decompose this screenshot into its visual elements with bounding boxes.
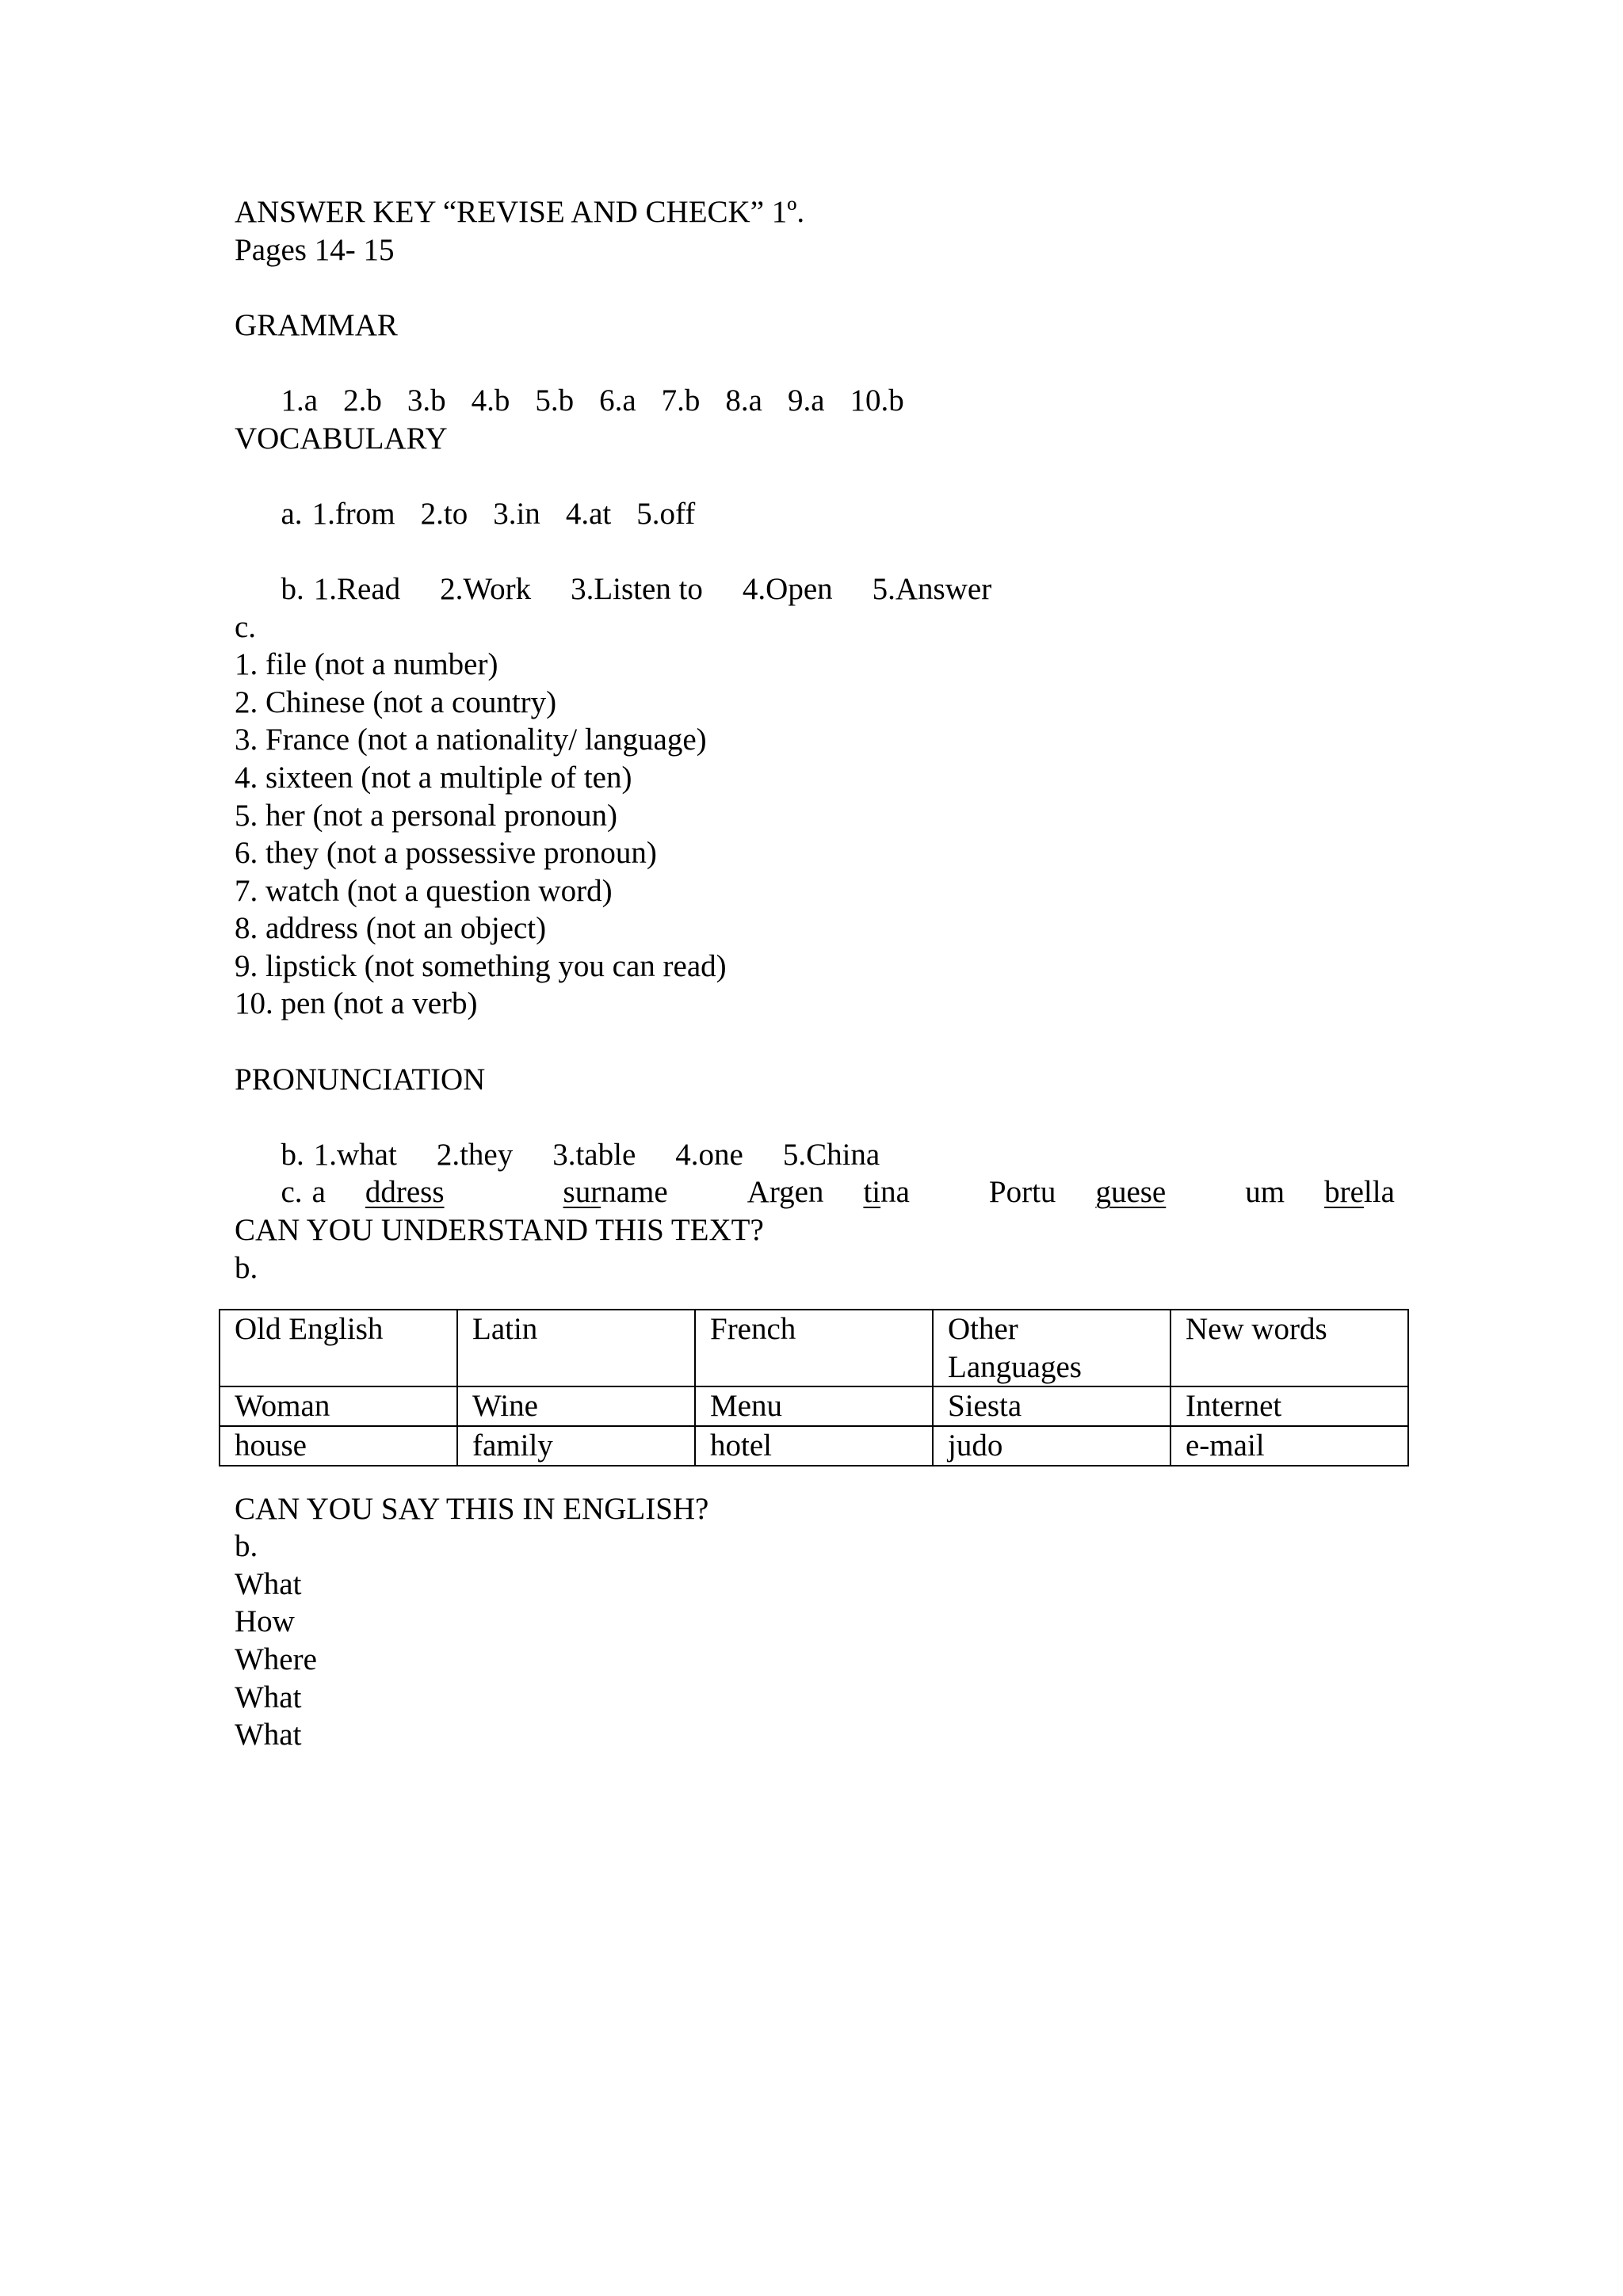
grammar-answer: 1.a [281, 383, 319, 418]
grammar-answer: 9.a [787, 383, 825, 418]
grammar-heading: GRAMMAR [235, 307, 398, 342]
pronunciation-b-answer: 2.they [436, 1137, 514, 1172]
vocabulary-b-answer: 2.Work [440, 571, 532, 606]
grammar-answer: 8.a [725, 383, 762, 418]
vocabulary-a-answer: 1.from [311, 496, 395, 531]
vocabulary-c-item: 7. watch (not a question word) [235, 873, 613, 908]
word-origin-table-wrap [219, 1309, 1423, 1466]
table-header-cell: New words [1170, 1310, 1408, 1386]
vocabulary-b-answer: 3.Listen to [571, 571, 703, 606]
table-cell: judo [933, 1426, 1170, 1466]
vocabulary-b-answer: 4.Open [742, 571, 833, 606]
stressed-syllable: ti [863, 1175, 881, 1210]
table-cell: Siesta [933, 1386, 1170, 1426]
vocabulary-c-item: 1. file (not a number) [235, 647, 498, 682]
pages-reference: Pages 14- 15 [235, 232, 395, 267]
stress-word: Argen tina [747, 1175, 910, 1210]
stress-word: a ddress [311, 1175, 445, 1210]
stressed-syllable: guese [1095, 1175, 1167, 1210]
table-header-cell: Old English [220, 1310, 457, 1386]
pronunciation-heading: PRONUNCIATION [235, 1062, 486, 1097]
vocabulary-c-item: 2. Chinese (not a country) [235, 685, 557, 719]
pronunciation-b-label: b. [281, 1137, 304, 1172]
table-row [220, 1426, 1408, 1466]
vocabulary-c-label: c. [235, 609, 257, 644]
vocabulary-c-item: 10. pen (not a verb) [235, 986, 478, 1021]
stressed-syllable: ddress [365, 1175, 445, 1210]
table-cell: Wine [457, 1386, 695, 1426]
vocabulary-a-answer: 4.at [565, 496, 612, 531]
table-header-cell: Other Languages [933, 1310, 1170, 1386]
grammar-answer: 6.a [599, 383, 636, 418]
vocabulary-c-item: 6. they (not a possessive pronoun) [235, 836, 657, 871]
understand-heading: CAN YOU UNDERSTAND THIS TEXT? [235, 1213, 764, 1248]
say-label: b. [235, 1529, 258, 1564]
vocabulary-b-answer: 1.Read [313, 571, 401, 606]
say-answer: What [235, 1566, 302, 1601]
pronunciation-b-answer: 4.one [675, 1137, 743, 1172]
say-answer: What [235, 1718, 302, 1753]
table-header-cell: Latin [457, 1310, 695, 1386]
stressed-syllable: sur [563, 1175, 601, 1210]
vocabulary-c-item: 4. sixteen (not a multiple of ten) [235, 760, 632, 795]
vocabulary-a-answers [235, 457, 1423, 531]
table-header-cell: French [695, 1310, 933, 1386]
vocabulary-a-answer: 2.to [420, 496, 468, 531]
vocabulary-c-item: 5. her (not a personal pronoun) [235, 798, 618, 833]
table-cell: house [220, 1426, 457, 1466]
word-origin-table [219, 1309, 1409, 1466]
say-heading: CAN YOU SAY THIS IN ENGLISH? [235, 1491, 709, 1526]
pronunciation-b-answer: 1.what [313, 1137, 397, 1172]
vocabulary-b-label: b. [281, 571, 304, 606]
table-cell: Menu [695, 1386, 933, 1426]
stress-word: surname [563, 1175, 668, 1210]
grammar-answer: 5.b [535, 383, 575, 418]
vocabulary-c-item: 9. lipstick (not something you can read) [235, 948, 727, 983]
vocabulary-c-item: 8. address (not an object) [235, 911, 547, 946]
table-cell: e-mail [1170, 1426, 1408, 1466]
answer-key-content [235, 193, 1423, 1754]
table-cell: Woman [220, 1386, 457, 1426]
pronunciation-b-answers [235, 1098, 1423, 1172]
vocabulary-a-label: a. [281, 496, 303, 531]
table-cell: hotel [695, 1426, 933, 1466]
vocabulary-a-answer: 3.in [493, 496, 540, 531]
say-answer: What [235, 1680, 302, 1714]
grammar-answer: 10.b [850, 383, 904, 418]
document-title: ANSWER KEY “REVISE AND CHECK” 1º. [235, 195, 805, 229]
stressed-syllable: bre [1324, 1175, 1364, 1210]
grammar-answers [235, 344, 1423, 418]
vocabulary-a-answer: 5.off [636, 496, 696, 531]
grammar-answer: 3.b [407, 383, 446, 418]
table-cell: family [457, 1426, 695, 1466]
vocabulary-b-answers [235, 532, 1423, 606]
pronunciation-b-answer: 3.table [552, 1137, 636, 1172]
table-cell: Internet [1170, 1386, 1408, 1426]
grammar-answer: 7.b [661, 383, 701, 418]
stress-word: Portu guese [988, 1175, 1167, 1210]
table-header-row [220, 1310, 1408, 1386]
pronunciation-b-answer: 5.China [782, 1137, 880, 1172]
vocabulary-b-answer: 5.Answer [872, 571, 992, 606]
understand-label: b. [235, 1250, 258, 1285]
grammar-answer: 4.b [471, 383, 510, 418]
pronunciation-c-label: c. [281, 1175, 303, 1210]
vocabulary-c-item: 3. France (not a nationality/ language) [235, 723, 707, 757]
say-answer: How [235, 1604, 295, 1639]
grammar-answer: 2.b [343, 383, 382, 418]
table-row [220, 1386, 1408, 1426]
stress-word: um brella [1245, 1175, 1395, 1210]
say-answer: Where [235, 1642, 317, 1676]
vocabulary-heading: VOCABULARY [235, 421, 448, 456]
